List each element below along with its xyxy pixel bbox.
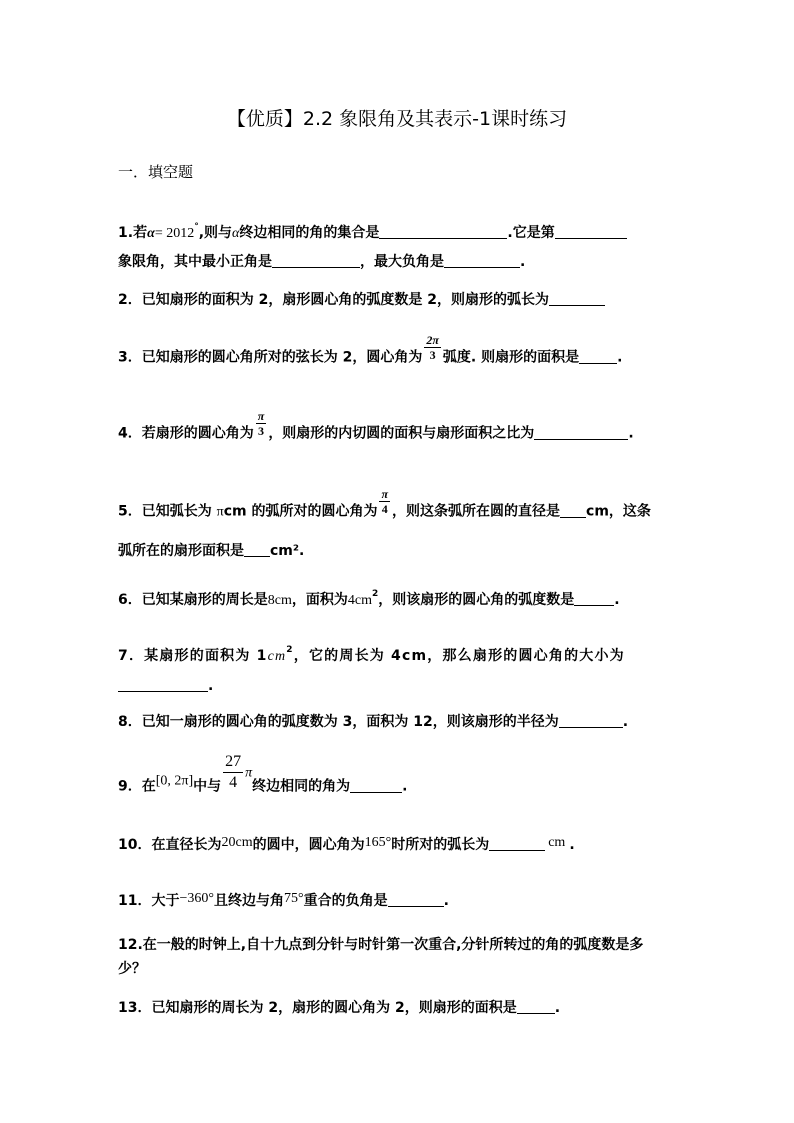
fraction bbox=[256, 409, 267, 438]
text: .它是第 bbox=[507, 225, 555, 241]
text: 终边相同的角为 bbox=[252, 778, 351, 795]
text: ，面积为 bbox=[291, 592, 348, 608]
text: 11．大于 bbox=[118, 893, 180, 909]
numerator: 2π bbox=[426, 333, 439, 347]
text: ,则与 bbox=[198, 225, 233, 241]
math-unit: cm bbox=[267, 649, 287, 664]
section-heading: 一．填空题 bbox=[118, 163, 194, 181]
text: ，则扇形的内切圆的面积与扇形面积之比为 bbox=[268, 425, 535, 442]
text: . bbox=[443, 893, 449, 909]
question-10 bbox=[118, 834, 575, 854]
math-expression: = 2012 bbox=[154, 226, 195, 241]
answer-blank[interactable] bbox=[555, 224, 627, 239]
question-11 bbox=[118, 890, 449, 910]
question-6 bbox=[118, 589, 620, 609]
text: 4．若扇形的圆心角为 bbox=[118, 425, 254, 442]
question-4 bbox=[118, 409, 634, 443]
numerator: 27 bbox=[223, 752, 243, 773]
math-length: 8cm bbox=[267, 593, 292, 608]
denominator: 4 bbox=[381, 502, 388, 516]
question-1-line-1 bbox=[118, 222, 627, 242]
fraction bbox=[379, 487, 390, 516]
text: ，则该扇形的圆心角的弧度数是 bbox=[378, 592, 575, 608]
text: 中与 bbox=[193, 778, 222, 795]
numerator: π bbox=[381, 487, 389, 501]
denominator: 3 bbox=[429, 348, 436, 362]
superscript: 2 bbox=[371, 589, 379, 599]
text: cm 的弧所对的圆心角为 bbox=[223, 503, 378, 520]
answer-blank[interactable] bbox=[560, 503, 586, 518]
question-8 bbox=[118, 711, 628, 731]
text: 象限角，其中最小正角是 bbox=[118, 254, 272, 270]
math-pi: π bbox=[245, 765, 253, 781]
question-7-line-2 bbox=[118, 677, 213, 694]
text: 若 bbox=[133, 225, 148, 241]
question-5-line-2 bbox=[118, 540, 304, 560]
math-alpha: α bbox=[147, 226, 155, 241]
answer-blank[interactable] bbox=[118, 677, 208, 692]
question-5-line-1 bbox=[118, 487, 651, 521]
text: 弧度. 则扇形的面积是 bbox=[442, 349, 580, 366]
answer-blank[interactable] bbox=[244, 542, 270, 557]
text: 重合的负角是 bbox=[303, 893, 388, 909]
question-9 bbox=[118, 752, 408, 796]
answer-blank[interactable] bbox=[549, 291, 605, 306]
page-title: 【优质】2.2 象限角及其表示-1课时练习 bbox=[226, 108, 568, 130]
math-alpha: α bbox=[232, 226, 240, 241]
text: . bbox=[628, 425, 634, 442]
text: 时所对的弧长为 bbox=[391, 837, 490, 853]
denominator: 4 bbox=[229, 774, 238, 791]
text: cm². bbox=[270, 543, 305, 559]
math-area: 4cm bbox=[347, 593, 372, 608]
question-number: 1. bbox=[118, 225, 134, 241]
question-7-line-1 bbox=[118, 645, 625, 665]
math-angle: 165° bbox=[364, 835, 392, 850]
question-13 bbox=[118, 997, 560, 1017]
text: 且终边与角 bbox=[213, 893, 284, 909]
answer-blank[interactable] bbox=[489, 836, 545, 851]
question-1-line-2 bbox=[118, 251, 525, 271]
question-2 bbox=[118, 289, 605, 309]
math-interval: [0, 2π] bbox=[155, 773, 194, 789]
superscript: 2 bbox=[286, 645, 294, 655]
fraction bbox=[223, 752, 243, 793]
answer-blank[interactable] bbox=[444, 253, 520, 268]
text: . bbox=[554, 1000, 561, 1016]
answer-blank[interactable] bbox=[517, 999, 555, 1014]
math-angle: 75° bbox=[283, 891, 304, 906]
text: ，它的周长为 4cm，那么扇形的圆心角的大小为 bbox=[293, 648, 625, 664]
answer-blank[interactable] bbox=[559, 713, 623, 728]
answer-blank[interactable] bbox=[379, 224, 507, 239]
text: 5．已知弧长为 bbox=[118, 503, 217, 520]
text: 7．某扇形的面积为 1 bbox=[118, 648, 268, 664]
text: 2．已知扇形的面积为 2，扇形圆心角的弧度数是 2，则扇形的弧长为 bbox=[118, 292, 549, 308]
text: . bbox=[520, 254, 526, 270]
denominator: 3 bbox=[258, 424, 265, 438]
text: 13．已知扇形的周长为 2，扇形的圆心角为 2，则扇形的面积是 bbox=[118, 1000, 517, 1016]
text: . bbox=[617, 349, 623, 366]
question-12-line-1: 12.在一般的时钟上,自十九点到分针与时针第一次重合,分针所转过的角的弧度数是多 bbox=[118, 937, 644, 953]
answer-blank[interactable] bbox=[574, 591, 614, 606]
text: 8．已知一扇形的圆心角的弧度数为 3，面积为 12，则该扇形的半径为 bbox=[118, 714, 559, 730]
answer-blank[interactable] bbox=[388, 892, 444, 907]
text: ，最大负角是 bbox=[360, 254, 444, 270]
text: 3．已知扇形的圆心角所对的弦长为 2，圆心角为 bbox=[118, 349, 423, 366]
degree-sup: ° bbox=[194, 222, 199, 232]
text: . bbox=[208, 678, 214, 694]
math-unit: cm bbox=[548, 835, 566, 850]
text: . bbox=[614, 592, 620, 608]
math-angle: −360° bbox=[179, 891, 214, 906]
text: 的圆中，圆心角为 bbox=[252, 837, 365, 853]
text: 6．已知某扇形的周长是 bbox=[118, 592, 268, 608]
answer-blank[interactable] bbox=[579, 349, 617, 364]
math-pi: π bbox=[216, 504, 224, 520]
numerator: π bbox=[257, 409, 265, 423]
text: . bbox=[569, 837, 575, 853]
text: 弧所在的扇形面积是 bbox=[118, 543, 244, 559]
answer-blank[interactable] bbox=[534, 425, 628, 440]
fraction bbox=[424, 333, 441, 362]
answer-blank[interactable] bbox=[350, 778, 402, 793]
question-3 bbox=[118, 333, 622, 367]
text: 终边相同的角的集合是 bbox=[239, 225, 380, 241]
text: 9．在 bbox=[118, 778, 156, 795]
math-length: 20cm bbox=[221, 835, 253, 850]
text: . bbox=[622, 714, 629, 730]
text: . bbox=[402, 778, 408, 795]
text: 10．在直径长为 bbox=[118, 837, 222, 853]
text: cm，这条 bbox=[586, 503, 651, 520]
text: ，则这条弧所在圆的直径是 bbox=[392, 503, 561, 520]
question-12-line-2: 少？ bbox=[118, 961, 146, 977]
answer-blank[interactable] bbox=[272, 253, 360, 268]
